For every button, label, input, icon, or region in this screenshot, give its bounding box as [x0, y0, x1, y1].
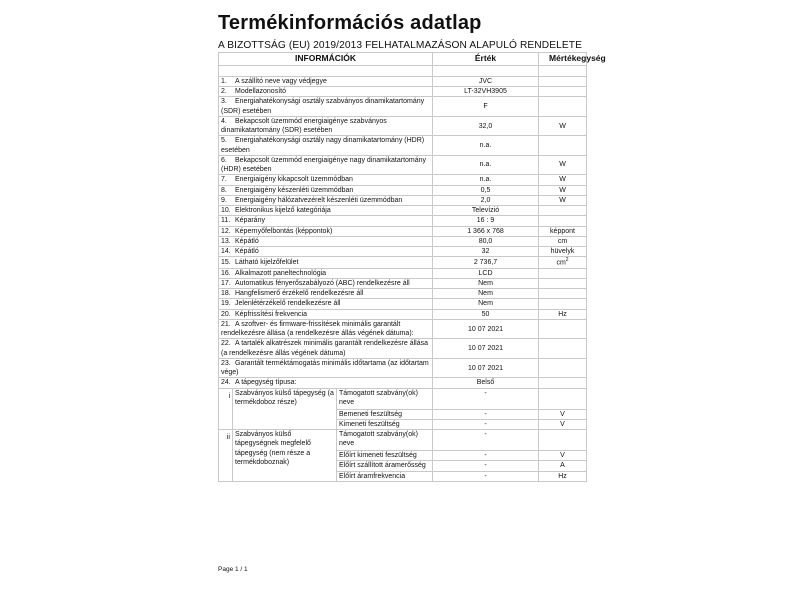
row-label: [219, 289, 433, 299]
table-row: [219, 175, 587, 185]
psu-item-label: Előírt szállított áramerősség: [337, 461, 433, 471]
row-label: [219, 87, 433, 97]
psu-item-unit: V: [539, 419, 587, 429]
row-unit: [539, 246, 587, 256]
row-label-text: Automatikus fényerőszabályozó (ABC) rendelkezésre áll: [235, 280, 410, 288]
row-value: F: [433, 97, 539, 116]
row-unit: [539, 309, 587, 319]
row-value: 50: [433, 309, 539, 319]
psu-item-label: Előírt áramfrekvencia: [337, 471, 433, 481]
row-unit: [539, 299, 587, 309]
row-label: [219, 319, 433, 338]
row-label: [219, 116, 433, 135]
row-label: [219, 155, 433, 174]
table-header-row: [219, 53, 587, 66]
row-label: [219, 136, 433, 155]
row-label-text: Energiahatékonysági osztály szabványos dinamikatartomány (SDR) esetében: [221, 98, 425, 115]
psu-item-label: Támogatott szabvány(ok) neve: [337, 388, 433, 409]
row-unit: [539, 226, 587, 236]
row-unit: [539, 77, 587, 87]
row-number: 13.: [221, 237, 231, 245]
row-label-text: Jelenlétérzékelő rendelkezésre áll: [235, 300, 341, 308]
psu-group-label: Szabványos külső tápegységnek megfelelő tápegység (nem része a termékdoboznak): [233, 430, 337, 482]
psu-item-value: -: [433, 388, 539, 409]
psu-row: [219, 430, 587, 451]
table-row: [219, 257, 587, 269]
spacer-row: [219, 66, 587, 77]
row-number: 7.: [221, 176, 227, 184]
row-value: Televízió: [433, 206, 539, 216]
row-unit-text: W: [559, 161, 566, 169]
row-number: 15.: [221, 258, 231, 266]
table-row: [219, 299, 587, 309]
row-label-text: Energiahatékonysági osztály nagy dinamikatartomány (HDR) esetében: [221, 137, 425, 154]
row-unit: [539, 319, 587, 338]
psu-item-value: -: [433, 409, 539, 419]
table-row: [219, 289, 587, 299]
row-unit: [539, 289, 587, 299]
row-label-text: Képfrissítési frekvencia: [235, 310, 307, 318]
row-unit: [539, 185, 587, 195]
row-value: 32,0: [433, 116, 539, 135]
info-header: INFORMÁCIÓK: [219, 53, 433, 66]
psu-item-unit: V: [539, 451, 587, 461]
row-label: [219, 216, 433, 226]
row-value: LCD: [433, 268, 539, 278]
row-number: 6.: [221, 156, 227, 164]
row-label: [219, 299, 433, 309]
row-number: 22.: [221, 340, 231, 348]
table-row: [219, 339, 587, 358]
row-number: 14.: [221, 247, 231, 255]
row-label: [219, 246, 433, 256]
row-unit-text: Hz: [558, 310, 567, 318]
table-row: [219, 309, 587, 319]
row-label-text: Bekapcsolt üzemmód energiaigénye szabványos dinamikatartomány (SDR) esetében: [221, 117, 387, 135]
row-label: [219, 257, 433, 269]
psu-item-value: -: [433, 471, 539, 481]
table-row: [219, 279, 587, 289]
table-row: [219, 378, 587, 388]
row-unit: [539, 175, 587, 185]
row-value: JVC: [433, 77, 539, 87]
row-label: [219, 195, 433, 205]
row-label: [219, 339, 433, 358]
row-number: 23.: [221, 359, 231, 367]
row-number: 9.: [221, 196, 227, 204]
row-number: 18.: [221, 290, 231, 298]
row-unit: [539, 257, 587, 269]
row-unit-text: W: [559, 176, 566, 184]
row-label-text: Képernyőfelbontás (képpontok): [235, 227, 333, 235]
row-label: [219, 268, 433, 278]
row-number: 2.: [221, 88, 227, 96]
psu-row: [219, 388, 587, 409]
row-unit-text: képpont: [550, 227, 575, 235]
row-unit-text: W: [559, 186, 566, 194]
row-label: [219, 77, 433, 87]
unit-header: Mértékegység: [539, 53, 587, 66]
row-value: 10 07 2021: [433, 319, 539, 338]
row-label: [219, 358, 433, 377]
psu-item-unit: A: [539, 461, 587, 471]
table-row: [219, 185, 587, 195]
row-unit: [539, 195, 587, 205]
row-label-text: Bekapcsolt üzemmód energiaigénye nagy dinamikatartomány (HDR) esetében: [221, 156, 427, 174]
row-unit-text: W: [559, 196, 566, 204]
psu-item-value: -: [433, 419, 539, 429]
table-row: [219, 206, 587, 216]
row-unit: [539, 116, 587, 135]
row-label-text: Elektronikus kijelző kategóriája: [235, 207, 331, 215]
psu-item-label: Előírt kimeneti feszültség: [337, 451, 433, 461]
row-value: Belső: [433, 378, 539, 388]
psu-item-label: Támogatott szabvány(ok) neve: [337, 430, 433, 451]
row-value: Nem: [433, 279, 539, 289]
row-label-text: Alkalmazott paneltechnológia: [235, 269, 327, 277]
row-value: n.a.: [433, 136, 539, 155]
row-unit-text: hüvelyk: [550, 247, 575, 255]
table-row: [219, 136, 587, 155]
row-label: [219, 97, 433, 116]
table-row: [219, 87, 587, 97]
row-value: 32: [433, 246, 539, 256]
row-number: 20.: [221, 310, 231, 318]
row-value: Nem: [433, 299, 539, 309]
psu-item-unit: [539, 388, 587, 409]
row-label-text: Energiaigény kikapcsolt üzemmódban: [235, 176, 353, 184]
row-value: 2 736,7: [433, 257, 539, 269]
row-label-text: Látható kijelzőfelület: [235, 258, 299, 266]
row-value: n.a.: [433, 175, 539, 185]
psu-item-value: -: [433, 451, 539, 461]
row-unit: [539, 236, 587, 246]
row-unit: [539, 358, 587, 377]
table-row: [219, 116, 587, 135]
row-unit: [539, 136, 587, 155]
table-row: [219, 358, 587, 377]
psu-group-number: ii: [219, 430, 233, 482]
table-row: [219, 236, 587, 246]
row-unit: [539, 97, 587, 116]
row-label: [219, 226, 433, 236]
row-label-text: Energiaigény készenléti üzemmódban: [235, 186, 354, 194]
row-unit: [539, 216, 587, 226]
row-number: 5.: [221, 137, 227, 145]
row-value: 10 07 2021: [433, 339, 539, 358]
row-label-text: Képátló: [235, 247, 259, 255]
row-label: [219, 279, 433, 289]
table-row: [219, 97, 587, 116]
row-number: 16.: [221, 269, 231, 277]
document-title: Termékinformációs adatlap: [218, 12, 482, 34]
row-label-text: Garantált terméktámogatás minimális időtartama (az időtartam vége): [221, 359, 429, 377]
row-unit: [539, 206, 587, 216]
table-row: [219, 226, 587, 236]
psu-item-value: -: [433, 461, 539, 471]
row-label: [219, 206, 433, 216]
row-unit-text: cm: [557, 237, 568, 245]
row-value: 16 : 9: [433, 216, 539, 226]
row-number: 17.: [221, 280, 231, 288]
row-number: 10.: [221, 207, 231, 215]
product-info-table: [218, 52, 606, 482]
row-unit-text: cm: [556, 259, 566, 267]
row-value: 1 366 x 768: [433, 226, 539, 236]
row-value: n.a.: [433, 155, 539, 174]
psu-item-value: -: [433, 430, 539, 451]
row-number: 8.: [221, 186, 227, 194]
row-label-text: Modellazonosító: [235, 88, 286, 96]
row-label-text: Hangfelismerő érzékelő rendelkezésre áll: [235, 290, 364, 298]
row-number: 11.: [221, 217, 231, 225]
row-number: 1.: [221, 78, 227, 85]
table-row: [219, 319, 587, 338]
table-row: [219, 268, 587, 278]
value-header: Érték: [433, 53, 539, 66]
page-footer: Page 1 / 1: [218, 566, 248, 573]
row-label-text: Képátló: [235, 237, 259, 245]
row-unit: [539, 378, 587, 388]
row-value: Nem: [433, 289, 539, 299]
row-value: LT-32VH3905: [433, 87, 539, 97]
row-label: [219, 175, 433, 185]
row-label-text: A tápegység típusa:: [235, 379, 297, 387]
row-value: 2,0: [433, 195, 539, 205]
table-row: [219, 246, 587, 256]
row-label-text: A tartalék alkatrészek minimális garantált rendelkezésre állása (a rendelkezésre állás végének dátuma): [221, 340, 428, 357]
row-label-text: A szállító neve vagy védjegye: [235, 78, 327, 85]
row-label: [219, 309, 433, 319]
row-value: 0,5: [433, 185, 539, 195]
row-unit: [539, 87, 587, 97]
row-value: 80,0: [433, 236, 539, 246]
row-number: 4.: [221, 117, 227, 125]
table-row: [219, 195, 587, 205]
psu-group-label: Szabványos külső tápegység (a termékdoboz része): [233, 388, 337, 429]
row-label-text: A szoftver- és firmware-frissítések minimális garantált rendelkezésre állása (a rendelkezésre állás végének dátuma):: [221, 320, 414, 338]
table-body: [219, 66, 587, 482]
row-value: 10 07 2021: [433, 358, 539, 377]
row-number: 12.: [221, 227, 231, 235]
table-row: [219, 216, 587, 226]
document-subtitle: A BIZOTTSÁG (EU) 2019/2013 FELHATALMAZÁSON ALAPULÓ RENDELETE: [218, 40, 582, 51]
row-unit: [539, 339, 587, 358]
row-unit: [539, 155, 587, 174]
row-unit-superscript: 2: [565, 257, 569, 264]
row-unit: [539, 279, 587, 289]
table-row: [219, 155, 587, 174]
psu-item-unit: [539, 430, 587, 451]
row-unit-text: W: [559, 122, 566, 130]
row-number: 24.: [221, 379, 231, 387]
table-row: [219, 77, 587, 87]
psu-item-label: Kimeneti feszültség: [337, 419, 433, 429]
row-label: [219, 185, 433, 195]
row-number: 3.: [221, 98, 227, 106]
row-label: [219, 378, 433, 388]
psu-item-unit: Hz: [539, 471, 587, 481]
psu-group-number: i: [219, 388, 233, 429]
row-label: [219, 236, 433, 246]
row-label-text: Energiaigény hálózatvezérelt készenléti üzemmódban: [235, 196, 403, 204]
row-label-text: Képarány: [235, 217, 265, 225]
row-unit: [539, 268, 587, 278]
psu-item-label: Bemeneti feszültség: [337, 409, 433, 419]
row-number: 21.: [221, 320, 231, 328]
row-number: 19.: [221, 300, 231, 308]
psu-item-unit: V: [539, 409, 587, 419]
